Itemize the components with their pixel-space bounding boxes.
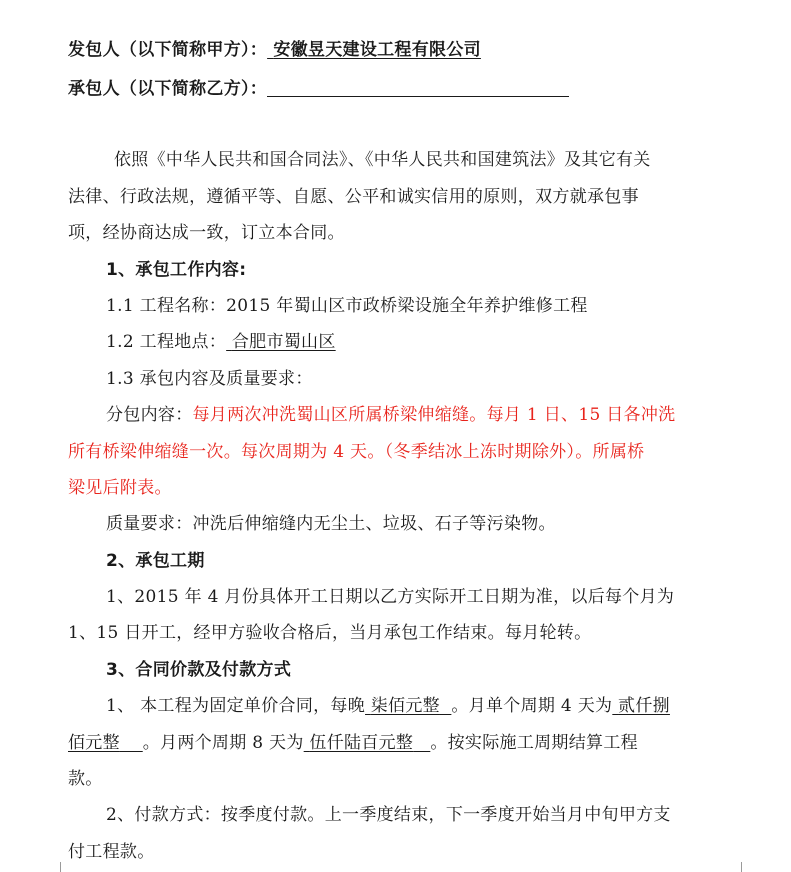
project-place-label: 1.2 工程地点： (106, 332, 227, 352)
scope-text-2: 所有桥梁伸缩缝一次。每次周期为 4 天。（冬季结冰上冻时期除外）。所属桥 (68, 442, 645, 462)
quality-requirement: 质量要求：冲洗后伸缩缝内无尘土、垃圾、石子等污染物。 (106, 514, 556, 534)
project-place-value: 合肥市蜀山区 (231, 332, 336, 352)
scope-line-1 (106, 403, 766, 427)
intro-line-1: 依照《中华人民共和国合同法》、《中华人民共和国建筑法》及其它有关 (114, 150, 651, 170)
party-b-label: 承包人（以下简称乙方）： (68, 79, 268, 99)
schedule-line-2: 1、15 日开工，经甲方验收合格后，当月承包工作结束。每月轮转。 (68, 623, 592, 643)
price-text-b: 。月单个周期 4 天为 (451, 696, 613, 716)
section-2-title: 2、承包工期 (106, 551, 205, 571)
project-place-line (106, 330, 766, 354)
margin-corner-left (60, 862, 71, 872)
price-text-d: 。按实际施工周期结算工程 (430, 733, 638, 753)
payment-line-1: 2、付款方式：按季度付款。上一季度结束，下一季度开始当月中旬甲方支 (106, 805, 671, 825)
one-cycle-price-part-1: 贰仟捌 (618, 696, 670, 716)
one-cycle-price-part-2: 佰元整 (68, 733, 120, 753)
scope-text-3: 梁见后附表。 (68, 478, 172, 498)
intro-line-3: 项，经协商达成一致，订立本合同。 (68, 223, 345, 243)
party-a-value: 安徽昱天建设工程有限公司 (273, 40, 481, 60)
price-line-1 (106, 694, 766, 718)
party-b-blank (267, 76, 569, 97)
price-line-3: 款。 (68, 769, 103, 789)
scope-label: 分包内容： (106, 405, 193, 425)
requirements-title: 1.3 承包内容及质量要求： (106, 369, 313, 389)
party-b-line (68, 76, 728, 101)
price-text-c: 。月两个周期 8 天为 (142, 733, 304, 753)
payment-line-2: 付工程款。 (68, 842, 155, 862)
party-a-line (68, 38, 728, 62)
party-a-label: 发包人（以下简称甲方）： (68, 40, 268, 60)
schedule-line-1: 1、2015 年 4 月份具体开工日期以乙方实际开工日期为准，以后每个月为 (106, 587, 675, 607)
nightly-price: 柒佰元整 (370, 696, 440, 716)
scope-text-1: 每月两次冲洗蜀山区所属桥梁伸缩缝。每月 1 日、15 日各冲洗 (192, 405, 676, 425)
project-name-value: 2015 年蜀山区市政桥梁设施全年养护维修工程 (226, 296, 588, 316)
project-name-line (106, 294, 766, 318)
intro-line-2: 法律、行政法规，遵循平等、自愿、公平和诚实信用的原则，双方就承包事 (68, 187, 639, 207)
two-cycle-price: 伍仟陆百元整 (309, 733, 414, 753)
margin-corner-right (731, 862, 742, 872)
project-name-label: 1.1 工程名称： (106, 296, 227, 316)
section-3-title: 3、合同价款及付款方式 (106, 660, 292, 680)
price-text-a: 1、 本工程为固定单价合同，每晚 (106, 696, 366, 716)
section-1-title: 1、承包工作内容: (106, 260, 247, 280)
price-line-2 (68, 731, 728, 755)
